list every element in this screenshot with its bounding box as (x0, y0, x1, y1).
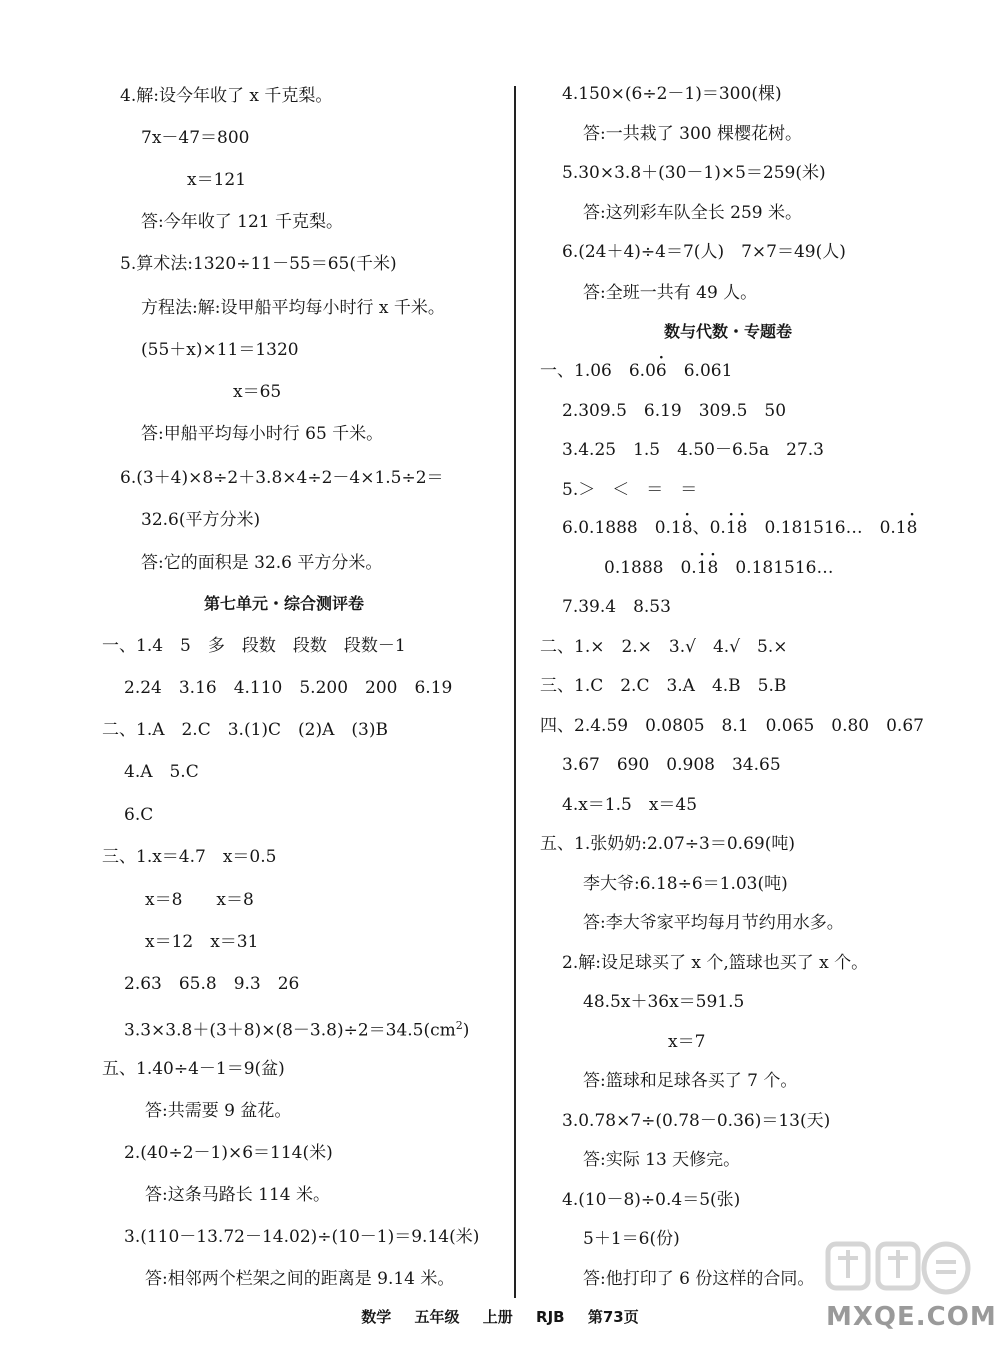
right-line: 7.39.4 8.53 (562, 597, 671, 617)
right-line: 2.解:设足球买了 x 个,篮球也买了 x 个。 (562, 953, 869, 973)
right-line: 四、2.4.59 0.0805 8.1 0.065 0.80 0.67 (540, 716, 924, 736)
answer-text: 6.061 (666, 361, 733, 381)
column-divider (514, 86, 516, 1298)
right-line: 李大爷:6.18÷6＝1.03(吨) (583, 874, 788, 894)
left-line (124, 1014, 469, 1043)
right-line: 答:一共栽了 300 棵樱花树。 (583, 124, 802, 144)
right-line: 答:他打印了 6 份这样的合同。 (583, 1269, 815, 1289)
right-line (562, 516, 917, 540)
right-line: 48.5x＋36x＝591.5 (583, 992, 745, 1012)
right-line: 5.＞ ＜ ＝ ＝ (562, 480, 698, 500)
left-line: 方程法:解:设甲船平均每小时行 x 千米。 (141, 298, 445, 318)
left-line: 2.(40÷2－1)×6＝114(米) (124, 1143, 333, 1163)
right-line: 答:全班一共有 49 人。 (583, 283, 758, 303)
left-line: 32.6(平方分米) (141, 510, 261, 530)
left-line: x＝121 (187, 170, 247, 190)
left-line: 5.算术法:1320÷11－55＝65(千米) (120, 254, 397, 274)
left-line: x＝65 (233, 382, 282, 402)
right-line (540, 359, 732, 383)
answer-text: 0.1888 0. (604, 558, 697, 578)
right-line: 5＋1＝6(份) (583, 1229, 680, 1249)
right-line: 5.30×3.8＋(30－1)×5＝259(米) (562, 163, 826, 183)
answer-text: 、0. (692, 518, 726, 538)
section-heading: 第七单元・综合测评卷 (204, 594, 365, 613)
right-line: 4.150×(6÷2－1)＝300(棵) (562, 84, 782, 104)
answer-text: 一、1.06 6.0 (540, 361, 656, 381)
left-line: 3.(110－13.72－14.02)÷(10－1)＝9.14(米) (124, 1227, 480, 1247)
footer-page-number: 第73页 (587, 1308, 639, 1326)
left-line: 答:相邻两个栏架之间的距离是 9.14 米。 (145, 1269, 455, 1289)
right-line: 3.0.78×7÷(0.78－0.36)＝13(天) (562, 1111, 831, 1131)
right-line: 6.(24＋4)÷4＝7(人) 7×7＝49(人) (562, 242, 846, 262)
repeating-digit: · 8 (708, 558, 719, 578)
answer-text: 0.181516… 0.1 (747, 518, 907, 538)
left-line: (55＋x)×11＝1320 (141, 340, 299, 360)
left-line: 三、1.x＝4.7 x＝0.5 (102, 847, 277, 867)
left-line: 一、1.4 5 多 段数 段数 段数－1 (102, 636, 406, 656)
left-line: 答:它的面积是 32.6 平方分米。 (141, 553, 383, 573)
left-line: 6.(3＋4)×8÷2＋3.8×4÷2－4×1.5÷2＝ (120, 468, 444, 488)
formula-text: 3.3×3.8＋(3＋8)×(8－3.8)÷2＝34.5(cm (124, 1020, 456, 1041)
left-line: 4.解:设今年收了 x 千克梨。 (120, 86, 333, 106)
right-line (604, 556, 833, 580)
right-line: 4.(10－8)÷0.4＝5(张) (562, 1190, 741, 1210)
left-line: x＝12 x＝31 (145, 932, 259, 952)
footer-edition: RJB (536, 1308, 565, 1326)
repeating-digit: · 8 (682, 518, 693, 538)
left-line: 6.C (124, 805, 154, 825)
right-line: 五、1.张奶奶:2.07÷3＝0.69(吨) (540, 834, 795, 854)
repeating-digit: · 1 (726, 518, 737, 538)
section-heading: 数与代数・专题卷 (664, 322, 793, 341)
formula-text: ) (462, 1020, 470, 1041)
right-line: 二、1.× 2.× 3.√ 4.√ 5.× (540, 637, 788, 657)
right-line: 三、1.C 2.C 3.A 4.B 5.B (540, 676, 787, 696)
left-line: x＝8 x＝8 (145, 890, 254, 910)
left-line: 五、1.40÷4－1＝9(盆) (102, 1059, 285, 1079)
left-line: 2.24 3.16 4.110 5.200 200 6.19 (124, 678, 453, 698)
superscript: 2 (455, 1019, 463, 1032)
left-line: 7x－47＝800 (141, 128, 250, 148)
footer-subject: 数学 (361, 1308, 392, 1326)
left-line: 4.A 5.C (124, 762, 199, 782)
footer-volume: 上册 (482, 1308, 513, 1326)
left-line: 答:这条马路长 114 米。 (145, 1185, 330, 1205)
answer-text: 6.0.1888 0.1 (562, 518, 682, 538)
right-line: 答:篮球和足球各买了 7 个。 (583, 1071, 798, 1091)
repeating-digit: · 8 (737, 518, 748, 538)
footer-grade: 五年级 (414, 1308, 460, 1326)
left-line: 答:甲船平均每小时行 65 千米。 (141, 424, 384, 444)
left-line: 二、1.A 2.C 3.(1)C (2)A (3)B (102, 720, 388, 740)
right-line: 答:这列彩车队全长 259 米。 (583, 203, 802, 223)
right-line: 2.309.5 6.19 309.5 50 (562, 401, 787, 421)
right-line: 3.4.25 1.5 4.50－6.5a 27.3 (562, 440, 824, 460)
right-line: 答:李大爷家平均每月节约用水多。 (583, 913, 844, 933)
right-line: 答:实际 13 天修完。 (583, 1150, 741, 1170)
repeating-digit: · 6 (656, 361, 667, 381)
right-line: 4.x＝1.5 x＝45 (562, 795, 698, 815)
left-line: 答:共需要 9 盆花。 (145, 1101, 292, 1121)
repeating-digit: · 1 (697, 558, 708, 578)
right-line: x＝7 (668, 1032, 706, 1052)
answer-text: 0.181516… (718, 558, 834, 578)
watermark-text: MXQE.COM (826, 1302, 997, 1332)
left-line: 2.63 65.8 9.3 26 (124, 974, 300, 994)
left-line: 答:今年收了 121 千克梨。 (141, 212, 343, 232)
repeating-digit: · 8 (907, 518, 918, 538)
right-line: 3.67 690 0.908 34.65 (562, 755, 781, 775)
